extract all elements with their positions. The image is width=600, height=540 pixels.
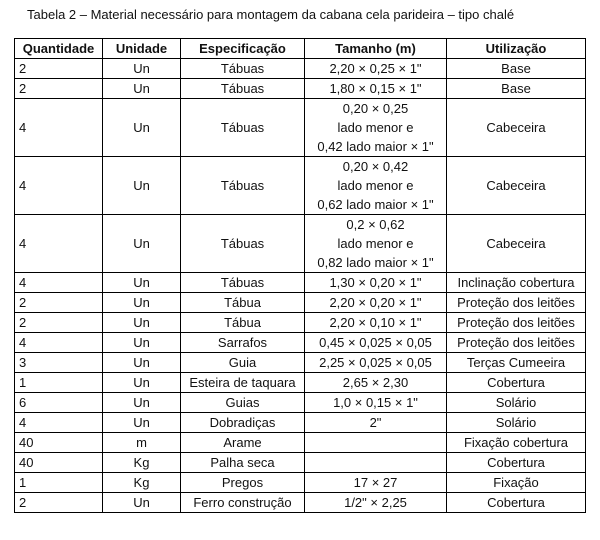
cell-unidade: Un bbox=[103, 373, 181, 393]
cell-quantidade: 40 bbox=[15, 453, 103, 473]
table-row bbox=[15, 333, 586, 353]
materials-table bbox=[14, 38, 586, 513]
cell-especificacao: Tábuas bbox=[181, 157, 305, 215]
cell-utilizacao: Cabeceira bbox=[447, 99, 586, 157]
cell-tamanho bbox=[305, 273, 447, 293]
tamanho-line: 2,25 × 0,025 × 0,05 bbox=[319, 355, 432, 370]
cell-utilizacao: Fixação bbox=[447, 473, 586, 493]
table-row bbox=[15, 453, 586, 473]
table-row bbox=[15, 79, 586, 99]
cell-quantidade: 4 bbox=[15, 215, 103, 273]
table-row bbox=[15, 373, 586, 393]
cell-utilizacao: Cabeceira bbox=[447, 157, 586, 215]
cell-especificacao: Guias bbox=[181, 393, 305, 413]
cell-quantidade: 2 bbox=[15, 493, 103, 513]
cell-tamanho bbox=[305, 353, 447, 373]
cell-tamanho bbox=[305, 433, 447, 453]
table-row bbox=[15, 413, 586, 433]
cell-unidade: Un bbox=[103, 215, 181, 273]
cell-unidade: Un bbox=[103, 59, 181, 79]
cell-tamanho bbox=[305, 215, 447, 273]
cell-tamanho bbox=[305, 473, 447, 493]
table-row bbox=[15, 215, 586, 273]
cell-utilizacao: Proteção dos leitões bbox=[447, 293, 586, 313]
cell-unidade: Kg bbox=[103, 473, 181, 493]
cell-unidade: m bbox=[103, 433, 181, 453]
tamanho-line: 0,20 × 0,42 bbox=[342, 159, 409, 174]
tamanho-line: 2,20 × 0,25 × 1" bbox=[329, 61, 422, 76]
cell-quantidade: 40 bbox=[15, 433, 103, 453]
cell-unidade: Un bbox=[103, 333, 181, 353]
tamanho-line: lado menor e bbox=[337, 236, 414, 251]
cell-quantidade: 1 bbox=[15, 373, 103, 393]
cell-unidade: Un bbox=[103, 99, 181, 157]
tamanho-line: lado menor e bbox=[337, 178, 414, 193]
table-row bbox=[15, 273, 586, 293]
cell-especificacao: Palha seca bbox=[181, 453, 305, 473]
cell-quantidade: 6 bbox=[15, 393, 103, 413]
cell-especificacao: Dobradiças bbox=[181, 413, 305, 433]
table-row bbox=[15, 99, 586, 157]
cell-utilizacao: Proteção dos leitões bbox=[447, 333, 586, 353]
cell-especificacao: Tábua bbox=[181, 293, 305, 313]
table-row bbox=[15, 59, 586, 79]
cell-tamanho bbox=[305, 493, 447, 513]
cell-tamanho bbox=[305, 373, 447, 393]
table-row bbox=[15, 473, 586, 493]
cell-utilizacao: Base bbox=[447, 59, 586, 79]
tamanho-line: 2,65 × 2,30 bbox=[342, 375, 409, 390]
tamanho-line: 2" bbox=[369, 415, 382, 430]
tamanho-line: 1,80 × 0,15 × 1" bbox=[329, 81, 422, 96]
cell-unidade: Un bbox=[103, 79, 181, 99]
cell-tamanho bbox=[305, 99, 447, 157]
cell-utilizacao: Cabeceira bbox=[447, 215, 586, 273]
cell-unidade: Un bbox=[103, 353, 181, 373]
cell-especificacao: Sarrafos bbox=[181, 333, 305, 353]
cell-unidade: Un bbox=[103, 313, 181, 333]
table-row bbox=[15, 157, 586, 215]
tamanho-line: 0,62 lado maior × 1" bbox=[317, 197, 434, 212]
cell-tamanho bbox=[305, 453, 447, 473]
cell-especificacao: Tábuas bbox=[181, 59, 305, 79]
cell-utilizacao: Cobertura bbox=[447, 453, 586, 473]
table-caption: Tabela 2 – Material necessário para montagem da cabana cela parideira – tipo chalé bbox=[27, 7, 515, 22]
header-unidade: Unidade bbox=[103, 39, 181, 59]
cell-especificacao: Arame bbox=[181, 433, 305, 453]
cell-quantidade: 4 bbox=[15, 99, 103, 157]
cell-unidade: Un bbox=[103, 293, 181, 313]
table-header-row bbox=[15, 39, 586, 59]
cell-especificacao: Pregos bbox=[181, 473, 305, 493]
cell-quantidade: 2 bbox=[15, 293, 103, 313]
cell-quantidade: 4 bbox=[15, 333, 103, 353]
tamanho-line: 1,0 × 0,15 × 1" bbox=[333, 395, 418, 410]
tamanho-line: 0,2 × 0,62 bbox=[346, 217, 405, 232]
tamanho-line: lado menor e bbox=[337, 120, 414, 135]
cell-especificacao: Tábuas bbox=[181, 215, 305, 273]
tamanho-line: 2,20 × 0,20 × 1" bbox=[329, 295, 422, 310]
cell-utilizacao: Fixação cobertura bbox=[447, 433, 586, 453]
cell-especificacao: Tábua bbox=[181, 313, 305, 333]
cell-utilizacao: Base bbox=[447, 79, 586, 99]
cell-especificacao: Ferro construção bbox=[181, 493, 305, 513]
cell-utilizacao: Solário bbox=[447, 393, 586, 413]
header-utilizacao: Utilização bbox=[447, 39, 586, 59]
tamanho-line: 0,20 × 0,25 bbox=[342, 101, 409, 116]
cell-tamanho bbox=[305, 79, 447, 99]
cell-tamanho bbox=[305, 333, 447, 353]
cell-quantidade: 3 bbox=[15, 353, 103, 373]
table-body bbox=[15, 59, 586, 513]
cell-quantidade: 4 bbox=[15, 413, 103, 433]
cell-quantidade: 2 bbox=[15, 79, 103, 99]
cell-quantidade: 4 bbox=[15, 273, 103, 293]
table-row bbox=[15, 293, 586, 313]
tamanho-line: 2,20 × 0,10 × 1" bbox=[329, 315, 422, 330]
table-row bbox=[15, 393, 586, 413]
tamanho-line: 1,30 × 0,20 × 1" bbox=[329, 275, 422, 290]
cell-unidade: Un bbox=[103, 157, 181, 215]
cell-tamanho bbox=[305, 413, 447, 433]
table-row bbox=[15, 493, 586, 513]
table-row bbox=[15, 433, 586, 453]
cell-especificacao: Tábuas bbox=[181, 99, 305, 157]
cell-unidade: Un bbox=[103, 413, 181, 433]
cell-tamanho bbox=[305, 157, 447, 215]
cell-especificacao: Esteira de taquara bbox=[181, 373, 305, 393]
cell-especificacao: Tábuas bbox=[181, 79, 305, 99]
tamanho-line: 1/2" × 2,25 bbox=[344, 495, 407, 510]
header-especificacao: Especificação bbox=[181, 39, 305, 59]
cell-quantidade: 4 bbox=[15, 157, 103, 215]
cell-utilizacao: Cobertura bbox=[447, 373, 586, 393]
header-quantidade: Quantidade bbox=[15, 39, 103, 59]
cell-quantidade: 2 bbox=[15, 313, 103, 333]
cell-utilizacao: Solário bbox=[447, 413, 586, 433]
tamanho-line: 0,45 × 0,025 × 0,05 bbox=[319, 335, 432, 350]
cell-especificacao: Tábuas bbox=[181, 273, 305, 293]
tamanho-line: 0,42 lado maior × 1" bbox=[317, 139, 434, 154]
cell-utilizacao: Proteção dos leitões bbox=[447, 313, 586, 333]
cell-quantidade: 2 bbox=[15, 59, 103, 79]
cell-unidade: Kg bbox=[103, 453, 181, 473]
cell-tamanho bbox=[305, 59, 447, 79]
cell-tamanho bbox=[305, 393, 447, 413]
cell-unidade: Un bbox=[103, 273, 181, 293]
cell-utilizacao: Inclinação cobertura bbox=[447, 273, 586, 293]
cell-tamanho bbox=[305, 313, 447, 333]
cell-tamanho bbox=[305, 293, 447, 313]
cell-unidade: Un bbox=[103, 493, 181, 513]
cell-utilizacao: Terças Cumeeira bbox=[447, 353, 586, 373]
table-row bbox=[15, 353, 586, 373]
cell-quantidade: 1 bbox=[15, 473, 103, 493]
cell-utilizacao: Cobertura bbox=[447, 493, 586, 513]
table-row bbox=[15, 313, 586, 333]
tamanho-line: 0,82 lado maior × 1" bbox=[317, 255, 434, 270]
header-tamanho: Tamanho (m) bbox=[305, 39, 447, 59]
cell-especificacao: Guia bbox=[181, 353, 305, 373]
cell-unidade: Un bbox=[103, 393, 181, 413]
tamanho-line: 17 × 27 bbox=[353, 475, 398, 490]
